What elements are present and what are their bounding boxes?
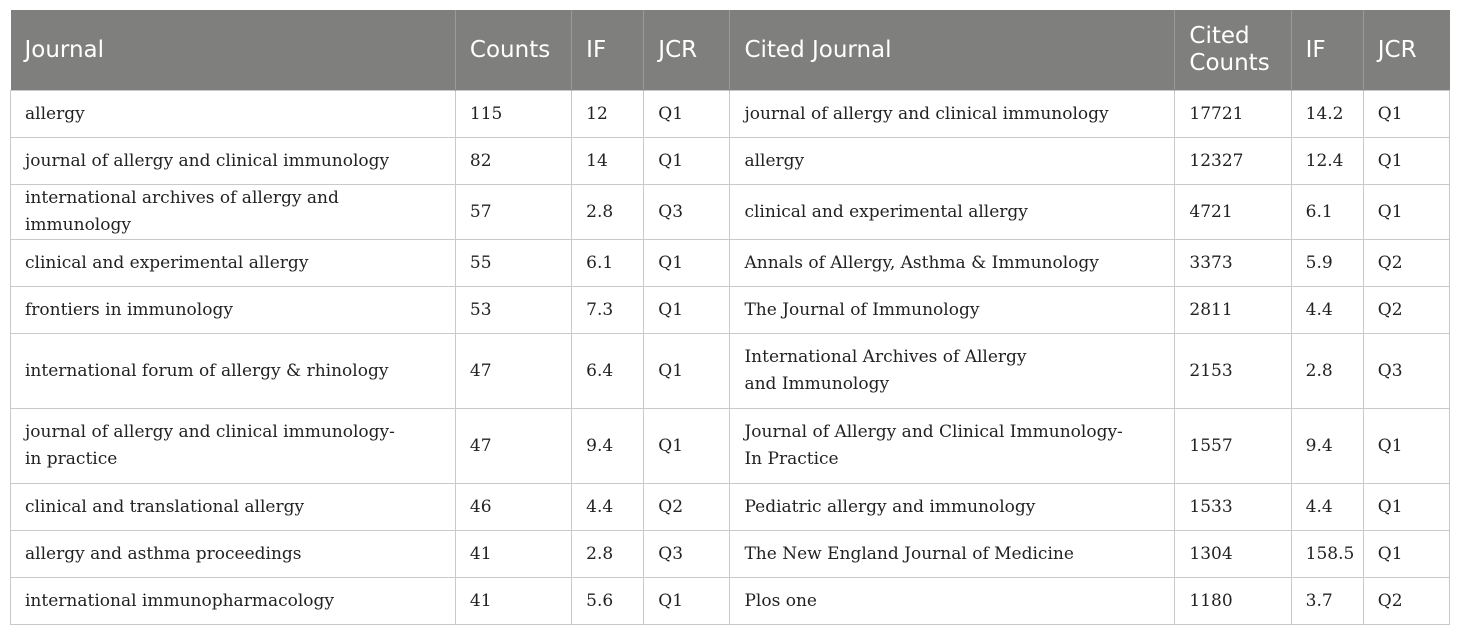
- table-row: [11, 531, 1450, 578]
- cell-cited-if: 3.7: [1291, 578, 1363, 625]
- cell-journal: allergy: [11, 91, 456, 138]
- table-row: [11, 578, 1450, 625]
- cell-cited-jcr: Q1: [1363, 409, 1449, 484]
- cell-counts: 57: [455, 185, 571, 240]
- cell-cited-if: 9.4: [1291, 409, 1363, 484]
- cell-jcr: Q1: [644, 409, 730, 484]
- cell-cited-jcr: Q1: [1363, 531, 1449, 578]
- cell-cited-if: 12.4: [1291, 138, 1363, 185]
- cell-cited-counts: 1180: [1175, 578, 1291, 625]
- header-cited-jcr: JCR: [1363, 10, 1449, 91]
- cell-cited-journal: Pediatric allergy and immunology: [730, 484, 1175, 531]
- cell-jcr: Q1: [644, 138, 730, 185]
- cell-cited-journal: The New England Journal of Medicine: [730, 531, 1175, 578]
- cell-cited-counts: 2153: [1175, 334, 1291, 409]
- cell-if: 6.4: [572, 334, 644, 409]
- header-cited-counts: Cited Counts: [1175, 10, 1291, 91]
- cell-cited-jcr: Q1: [1363, 138, 1449, 185]
- cell-cited-counts: 2811: [1175, 287, 1291, 334]
- cell-journal: journal of allergy and clinical immunology: [11, 138, 456, 185]
- cell-counts: 115: [455, 91, 571, 138]
- cell-if: 2.8: [572, 531, 644, 578]
- table-row: [11, 185, 1450, 240]
- header-row: [11, 10, 1450, 91]
- header-journal: Journal: [11, 10, 456, 91]
- header-if: IF: [572, 10, 644, 91]
- journal-citation-table: [10, 10, 1450, 625]
- journal-table-container: [10, 10, 1450, 625]
- cell-counts: 47: [455, 409, 571, 484]
- cell-cited-journal: Annals of Allergy, Asthma & Immunology: [730, 240, 1175, 287]
- cell-journal: allergy and asthma proceedings: [11, 531, 456, 578]
- cell-cited-jcr: Q1: [1363, 185, 1449, 240]
- cell-cited-if: 6.1: [1291, 185, 1363, 240]
- cell-jcr: Q1: [644, 240, 730, 287]
- cell-counts: 47: [455, 334, 571, 409]
- cell-journal: international forum of allergy & rhinology: [11, 334, 456, 409]
- cell-cited-if: 2.8: [1291, 334, 1363, 409]
- cell-cited-counts: 12327: [1175, 138, 1291, 185]
- cell-counts: 53: [455, 287, 571, 334]
- cell-cited-journal: Journal of Allergy and Clinical Immunology- In Practice: [730, 409, 1175, 484]
- cell-journal: international immunopharmacology: [11, 578, 456, 625]
- cell-cited-journal: clinical and experimental allergy: [730, 185, 1175, 240]
- cell-counts: 55: [455, 240, 571, 287]
- cell-cited-if: 4.4: [1291, 484, 1363, 531]
- table-row: [11, 287, 1450, 334]
- cell-jcr: Q3: [644, 531, 730, 578]
- header-jcr: JCR: [644, 10, 730, 91]
- cell-counts: 46: [455, 484, 571, 531]
- cell-counts: 41: [455, 578, 571, 625]
- cell-cited-jcr: Q2: [1363, 578, 1449, 625]
- cell-cited-if: 5.9: [1291, 240, 1363, 287]
- cell-jcr: Q1: [644, 334, 730, 409]
- cell-cited-counts: 1304: [1175, 531, 1291, 578]
- cell-cited-journal: International Archives of Allergy and Immunology: [730, 334, 1175, 409]
- cell-cited-journal: allergy: [730, 138, 1175, 185]
- cell-counts: 41: [455, 531, 571, 578]
- table-row: [11, 334, 1450, 409]
- cell-cited-jcr: Q2: [1363, 287, 1449, 334]
- cell-jcr: Q1: [644, 91, 730, 138]
- table-body: [11, 91, 1450, 625]
- cell-journal: clinical and experimental allergy: [11, 240, 456, 287]
- table-row: [11, 138, 1450, 185]
- cell-counts: 82: [455, 138, 571, 185]
- cell-if: 6.1: [572, 240, 644, 287]
- cell-if: 14: [572, 138, 644, 185]
- cell-jcr: Q1: [644, 578, 730, 625]
- cell-cited-journal: Plos one: [730, 578, 1175, 625]
- cell-cited-jcr: Q1: [1363, 484, 1449, 531]
- cell-if: 9.4: [572, 409, 644, 484]
- cell-jcr: Q1: [644, 287, 730, 334]
- cell-if: 5.6: [572, 578, 644, 625]
- header-cited-journal: Cited Journal: [730, 10, 1175, 91]
- cell-cited-counts: 1557: [1175, 409, 1291, 484]
- cell-cited-counts: 1533: [1175, 484, 1291, 531]
- cell-jcr: Q2: [644, 484, 730, 531]
- cell-journal: clinical and translational allergy: [11, 484, 456, 531]
- cell-journal: journal of allergy and clinical immunology- in practice: [11, 409, 456, 484]
- cell-cited-jcr: Q1: [1363, 91, 1449, 138]
- header-cited-if: IF: [1291, 10, 1363, 91]
- cell-journal: frontiers in immunology: [11, 287, 456, 334]
- cell-if: 2.8: [572, 185, 644, 240]
- cell-if: 7.3: [572, 287, 644, 334]
- header-counts: Counts: [455, 10, 571, 91]
- cell-cited-counts: 17721: [1175, 91, 1291, 138]
- cell-cited-if: 14.2: [1291, 91, 1363, 138]
- cell-jcr: Q3: [644, 185, 730, 240]
- table-row: [11, 240, 1450, 287]
- cell-if: 12: [572, 91, 644, 138]
- table-row: [11, 409, 1450, 484]
- table-row: [11, 91, 1450, 138]
- cell-cited-jcr: Q2: [1363, 240, 1449, 287]
- cell-cited-if: 4.4: [1291, 287, 1363, 334]
- cell-cited-counts: 4721: [1175, 185, 1291, 240]
- cell-journal: international archives of allergy and immunology: [11, 185, 456, 240]
- cell-if: 4.4: [572, 484, 644, 531]
- table-row: [11, 484, 1450, 531]
- cell-cited-journal: The Journal of Immunology: [730, 287, 1175, 334]
- cell-cited-journal: journal of allergy and clinical immunology: [730, 91, 1175, 138]
- cell-cited-jcr: Q3: [1363, 334, 1449, 409]
- cell-cited-if: 158.5: [1291, 531, 1363, 578]
- cell-cited-counts: 3373: [1175, 240, 1291, 287]
